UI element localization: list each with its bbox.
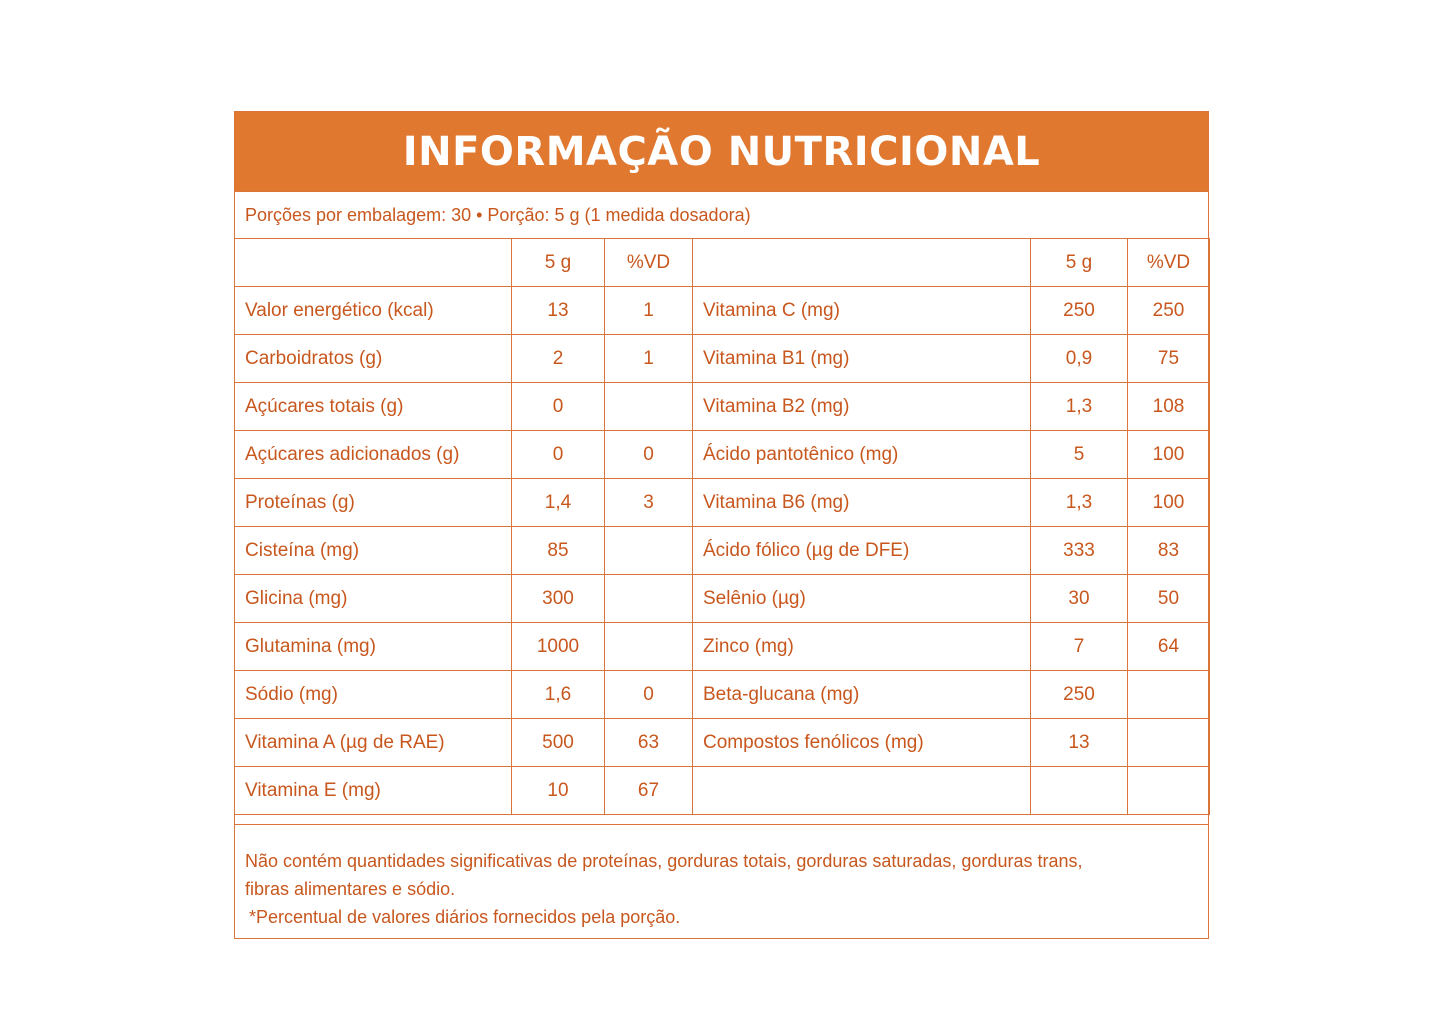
nutrient-name: Cisteína (mg) [235, 527, 512, 575]
nutrient-amount: 30 [1031, 575, 1128, 623]
nutrient-dv [1128, 767, 1210, 815]
nutrient-name [693, 767, 1031, 815]
nutrient-dv [1128, 671, 1210, 719]
table-header-row [235, 239, 1210, 287]
nutrient-name: Proteínas (g) [235, 479, 512, 527]
nutrient-name: Zinco (mg) [693, 623, 1031, 671]
footnote-asterisk-line: *Percentual de valores diários fornecidos pela porção. [249, 907, 681, 927]
nutrient-name: Carboidratos (g) [235, 335, 512, 383]
nutrition-table [234, 238, 1210, 815]
nutrient-name: Valor energético (kcal) [235, 287, 512, 335]
table-row [235, 431, 1210, 479]
table-row [235, 287, 1210, 335]
nutrient-dv: 0 [605, 431, 693, 479]
nutrient-amount: 0 [512, 383, 605, 431]
nutrient-name: Açúcares adicionados (g) [235, 431, 512, 479]
nutrient-amount: 10 [512, 767, 605, 815]
column-header-dv: %VD [605, 239, 693, 287]
nutrient-dv: 100 [1128, 431, 1210, 479]
nutrient-name: Glicina (mg) [235, 575, 512, 623]
nutrient-name: Ácido fólico (µg de DFE) [693, 527, 1031, 575]
nutrient-name: Selênio (µg) [693, 575, 1031, 623]
footnote [235, 824, 1208, 940]
nutrient-name: Sódio (mg) [235, 671, 512, 719]
nutrient-name: Vitamina B2 (mg) [693, 383, 1031, 431]
column-header-amount: 5 g [1031, 239, 1128, 287]
table-row [235, 479, 1210, 527]
nutrient-amount: 1,6 [512, 671, 605, 719]
nutrient-amount: 1,4 [512, 479, 605, 527]
nutrient-amount: 7 [1031, 623, 1128, 671]
nutrient-name: Glutamina (mg) [235, 623, 512, 671]
nutrient-dv [605, 527, 693, 575]
nutrient-dv: 0 [605, 671, 693, 719]
nutrient-amount: 0 [512, 431, 605, 479]
nutrient-dv: 83 [1128, 527, 1210, 575]
header-empty-cell [693, 239, 1031, 287]
nutrient-amount: 300 [512, 575, 605, 623]
nutrient-amount: 333 [1031, 527, 1128, 575]
nutrient-amount: 1,3 [1031, 383, 1128, 431]
page-title: INFORMAÇÃO NUTRICIONAL [402, 128, 1041, 175]
table-row [235, 383, 1210, 431]
nutrient-dv: 108 [1128, 383, 1210, 431]
nutrient-amount: 500 [512, 719, 605, 767]
nutrient-dv: 75 [1128, 335, 1210, 383]
nutrient-name: Vitamina A (µg de RAE) [235, 719, 512, 767]
nutrient-amount: 5 [1031, 431, 1128, 479]
table-row [235, 671, 1210, 719]
nutrient-dv: 64 [1128, 623, 1210, 671]
nutrient-amount: 13 [1031, 719, 1128, 767]
nutrient-dv: 63 [605, 719, 693, 767]
servings-info: Porções por embalagem: 30 • Porção: 5 g (1 medida dosadora) [235, 191, 1208, 238]
table-row [235, 623, 1210, 671]
nutrient-name: Açúcares totais (g) [235, 383, 512, 431]
nutrient-amount: 13 [512, 287, 605, 335]
table-row [235, 767, 1210, 815]
nutrient-name: Vitamina B1 (mg) [693, 335, 1031, 383]
title-banner [235, 112, 1208, 191]
nutrient-dv [1128, 719, 1210, 767]
column-header-dv: %VD [1128, 239, 1210, 287]
table-row [235, 527, 1210, 575]
nutrient-dv [605, 623, 693, 671]
nutrient-amount: 0,9 [1031, 335, 1128, 383]
nutrient-amount: 2 [512, 335, 605, 383]
nutrient-dv: 50 [1128, 575, 1210, 623]
footnote-line: Não contém quantidades significativas de proteínas, gorduras totais, gorduras saturadas, gorduras trans, [245, 851, 1083, 871]
nutrient-amount: 250 [1031, 287, 1128, 335]
nutrition-facts-panel [234, 111, 1209, 939]
table-row [235, 719, 1210, 767]
nutrient-dv: 1 [605, 335, 693, 383]
column-header-amount: 5 g [512, 239, 605, 287]
nutrient-dv: 250 [1128, 287, 1210, 335]
nutrient-name: Vitamina C (mg) [693, 287, 1031, 335]
nutrient-amount: 1000 [512, 623, 605, 671]
nutrient-amount: 250 [1031, 671, 1128, 719]
nutrient-dv [605, 383, 693, 431]
nutrient-name: Compostos fenólicos (mg) [693, 719, 1031, 767]
nutrient-dv: 67 [605, 767, 693, 815]
nutrient-dv: 3 [605, 479, 693, 527]
nutrient-dv [605, 575, 693, 623]
nutrient-amount [1031, 767, 1128, 815]
footnote-line: fibras alimentares e sódio. [245, 879, 456, 899]
nutrient-dv: 1 [605, 287, 693, 335]
nutrient-amount: 85 [512, 527, 605, 575]
table-row [235, 575, 1210, 623]
nutrient-name: Ácido pantotênico (mg) [693, 431, 1031, 479]
nutrient-name: Vitamina E (mg) [235, 767, 512, 815]
nutrient-amount: 1,3 [1031, 479, 1128, 527]
nutrient-name: Vitamina B6 (mg) [693, 479, 1031, 527]
nutrient-dv: 100 [1128, 479, 1210, 527]
header-empty-cell [235, 239, 512, 287]
nutrient-name: Beta-glucana (mg) [693, 671, 1031, 719]
table-row [235, 335, 1210, 383]
